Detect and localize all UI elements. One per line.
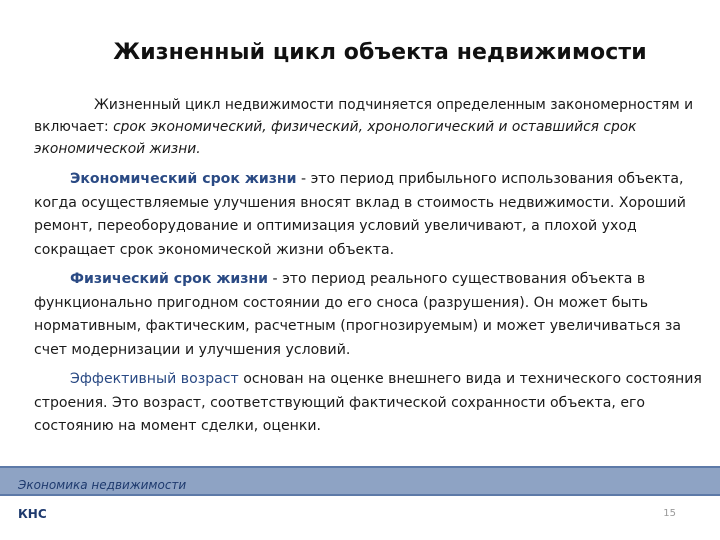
physical-life-paragraph <box>34 268 702 362</box>
intro-paragraph <box>34 94 702 160</box>
intro-text: Жизненный цикл недвижимости подчиняется определенным закономерностям и включает: <box>34 97 694 135</box>
physical-life-term: Физический срок жизни <box>70 271 269 287</box>
economic-life-paragraph <box>34 168 702 262</box>
footer-left-label: КНС <box>18 507 47 521</box>
economic-life-text: - это период прибыльного использования объекта, когда осуществляемые улучшения вносят вклад в стоимость недвижимости. Хороший ремонт, переоборудование и оптимизация условий увеличивают, а плохой уход сокращает срок экономической жизни объекта. <box>34 171 686 258</box>
physical-life-text: - это период реального существования объекта в функционально пригодном состоянии до его сноса (разрушения). Он может быть нормативным, фактическим, расчетным (прогнозируемым) и может увеличиваться за счет модернизации и улучшения условий. <box>34 271 681 358</box>
slide-content <box>34 94 702 445</box>
effective-age-term: Эффективный возраст <box>70 371 239 387</box>
effective-age-paragraph <box>34 368 702 439</box>
economic-life-term: Экономический срок жизни <box>70 171 297 187</box>
page-number: 15 <box>663 508 676 519</box>
effective-age-text: основан на оценке внешнего вида и технического состояния строения. Это возраст, соответствующий фактической сохранности объекта, его состоянию на момент сделки, оценки. <box>34 371 702 434</box>
intro-italic-text: срок экономический, физический, хронологический и оставшийся срок экономической жизни. <box>34 119 637 157</box>
footer-section-label: Экономика недвижимости <box>18 478 187 492</box>
slide-title: Жизненный цикл объекта недвижимости <box>113 40 647 65</box>
